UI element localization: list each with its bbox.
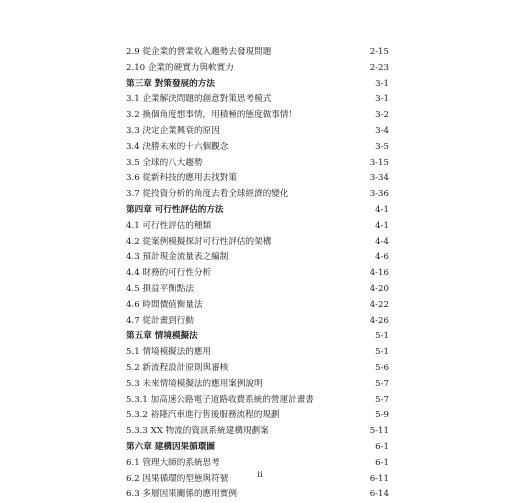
toc-entry-page: 4-1 (375, 220, 389, 231)
toc-entry-title: 4.1 可行性評估的種類 (126, 220, 212, 231)
toc-entry (126, 235, 389, 251)
toc-entry (126, 171, 389, 187)
toc-entry-title: 3.6 從新科技的應用去找對策 (126, 173, 237, 184)
toc-entry (126, 282, 389, 298)
toc-entry-page: 5-1 (375, 331, 389, 342)
toc-entry-title: 5.2 新流程設計原則與審核 (126, 362, 229, 373)
toc-entry-page: 4-1 (375, 204, 389, 215)
toc-entry-title: 3.5 全球的八大趨勢 (126, 157, 203, 168)
toc-entry-title: 4.5 損益平衡點法 (126, 283, 194, 294)
toc-entry (126, 361, 389, 377)
toc-entry-page: 6-11 (369, 473, 389, 484)
toc-entry (126, 266, 389, 282)
toc-entry-title: 第六章 建構因果循環圖 (126, 441, 215, 452)
toc-entry (126, 345, 389, 361)
toc-entry-title: 3.1 企業解決問題的創意對策思考模式 (126, 94, 272, 105)
toc-entry-title: 5.3.1 加高速公路電子道路收費系統的營運計畫書 (126, 394, 314, 405)
toc-entry-page: 4-16 (369, 268, 389, 279)
toc-entry-title: 2.10 企業的硬實力與軟實力 (126, 62, 234, 73)
toc-entry-title: 3.7 從投資分析的角度去看全球經濟的變化 (126, 189, 289, 200)
toc-entry-title: 4.3 預計現金流量表之編制 (126, 252, 229, 263)
table-of-contents (126, 45, 389, 503)
toc-entry (126, 487, 389, 503)
toc-entry (126, 219, 389, 235)
toc-entry-page: 3-15 (369, 157, 389, 168)
toc-entry (126, 314, 389, 330)
toc-entry (126, 250, 389, 266)
toc-entry-title: 4.2 從案例模擬探討可行性評估的架構 (126, 236, 272, 247)
toc-entry-title: 6.2 因果循環的型態與符號 (126, 473, 229, 484)
toc-entry-page: 3-1 (375, 94, 389, 105)
toc-entry-title: 5.1 情境模擬法的應用 (126, 347, 212, 358)
toc-entry-page: 6-1 (375, 441, 389, 452)
toc-chapter-heading (126, 329, 389, 345)
toc-entry-title: 3.3 決定企業興衰的原因 (126, 125, 220, 136)
toc-entry-title: 5.3.3 XX 物流的資訊系統建構規劃案 (126, 426, 269, 437)
toc-entry (126, 140, 389, 156)
toc-entry-title: 5.3.2 裕隆汽車進行售後服務流程的規劃 (126, 410, 280, 421)
toc-entry-page: 5-9 (375, 410, 389, 421)
toc-entry-page: 3-2 (375, 110, 389, 121)
toc-entry-title: 第五章 情境模擬法 (126, 331, 198, 342)
toc-entry-page: 5-6 (375, 362, 389, 373)
toc-entry (126, 298, 389, 314)
toc-entry-title: 3.2 換個角度想事情，用積極的態度做事情！ (126, 110, 298, 121)
toc-entry-page: 3-1 (375, 78, 389, 89)
toc-entry-page: 3-36 (369, 189, 389, 200)
toc-entry-title: 2.9 從企業的營業收入趨勢去發現問題 (126, 47, 272, 57)
toc-entry (126, 92, 389, 108)
toc-entry-title: 第四章 可行性評估的方法 (126, 204, 224, 215)
toc-entry-page: 2-23 (369, 62, 389, 73)
toc-entry (126, 408, 389, 424)
toc-entry-title: 6.3 多層因果關係的應用實例 (126, 489, 237, 500)
toc-chapter-heading (126, 77, 389, 93)
toc-entry (126, 187, 389, 203)
toc-entry-page: 6-1 (375, 457, 389, 468)
toc-entry-title: 3.4 決勝未來的十六個觀念 (126, 141, 229, 152)
toc-entry (126, 393, 389, 409)
toc-entry-page: 4-4 (375, 236, 389, 247)
toc-entry-page: 4-22 (369, 299, 389, 310)
toc-entry (126, 377, 389, 393)
toc-chapter-heading (126, 203, 389, 219)
toc-chapter-heading (126, 440, 389, 456)
toc-entry-page: 5-1 (375, 347, 389, 358)
toc-entry-title: 6.1 管理大師的系統思考 (126, 457, 220, 468)
toc-entry-title: 4.7 從計畫到行動 (126, 315, 194, 326)
toc-entry-page: 3-4 (375, 125, 389, 136)
toc-entry (126, 45, 389, 61)
toc-entry-title: 5.3 未來情境模擬法的應用案例說明 (126, 378, 263, 389)
toc-entry-page: 4-20 (369, 283, 389, 294)
toc-entry-title: 第三章 對策發展的方法 (126, 78, 215, 89)
toc-entry-page: 5-11 (369, 426, 389, 437)
toc-entry-page: 4-6 (375, 252, 389, 263)
toc-entry (126, 61, 389, 77)
toc-entry (126, 108, 389, 124)
toc-entry-page: 5-7 (375, 378, 389, 389)
toc-entry-page: 3-5 (375, 141, 389, 152)
toc-entry-title: 4.4 財務的可行性分析 (126, 268, 212, 279)
toc-entry-page: 3-34 (369, 173, 389, 184)
toc-entry (126, 424, 389, 440)
toc-entry-page: 6-14 (369, 489, 389, 500)
toc-entry (126, 156, 389, 172)
page-number: ii (257, 470, 263, 480)
toc-entry (126, 124, 389, 140)
toc-entry-page: 5-7 (375, 394, 389, 405)
toc-entry-title: 4.6 時間價值衡量法 (126, 299, 203, 310)
toc-entry-page: 2-15 (369, 47, 389, 57)
toc-entry-page: 4-26 (369, 315, 389, 326)
